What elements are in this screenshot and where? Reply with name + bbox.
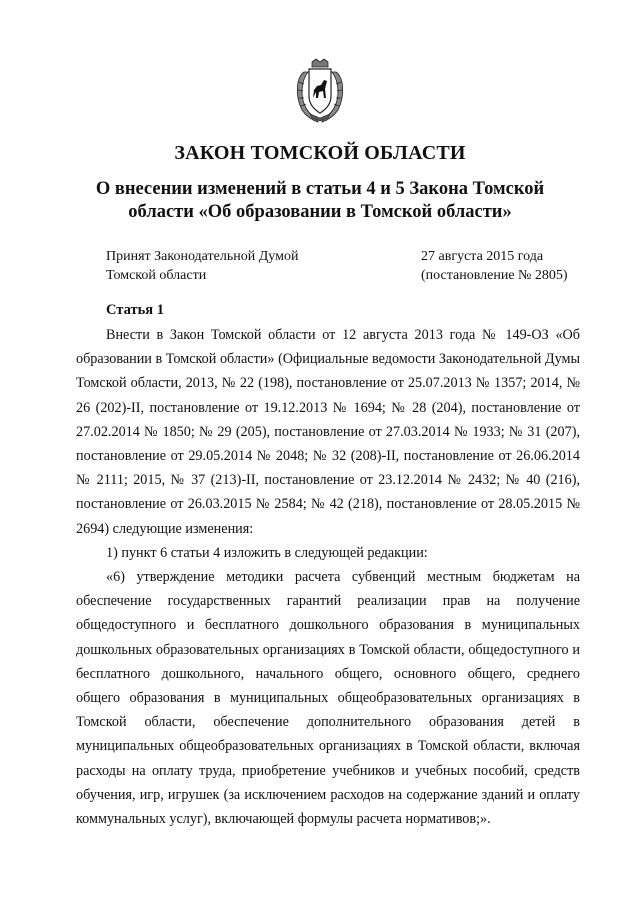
subtitle-line: области «Об образовании в Томской области» xyxy=(128,202,512,222)
amendment-text: «6) утверждение методики расчета субвенций местным бюджетам на обеспечение государственных гарантий реализации прав на получение общедоступного и бесплатного дошкольного образования в муниципальных дошкольных образовательных организациях в Томской области, общедоступного и бесплатного дошкольного, начального общего, основного общего, среднего общего образования в муниципальных общеобразовательных организациях в Томской области, обеспечение дополнительного образования детей в муниципальных общеобразовательных организациях в Томской области, включая расходы на оплату труда, приобретение учебников и учебных пособий, средств обучения, игр, игрушек (за исключением расходов на содержание зданий и оплату коммунальных услуг), включающей формулы расчета нормативов;». xyxy=(76,569,580,828)
adopted-by-line: Принят Законодательной Думой xyxy=(106,249,299,264)
paragraph-intro: Внести в Закон Томской области от 12 августа 2013 года № 149-ОЗ «Об образовании в Томской области» (Официальные ведомости Законодательной Думы Томской области, 2013, № 22 (198), постановление от 25.07.2013 № 1357; 2014, № 26 (202)-II, постановление от 19.12.2013 № 1694; № 28 (204), постановление от 27.02.2014 № 1850; № 29 (205), постановление от 27.03.2014 № 1933; № 31 (207), постановление от 29.05.2014 № 2048; № 32 (208)-II, постановление от 26.06.2014 № 2111; 2015, № 37 (213)-II, постановление от 23.12.2014 № 2432; № 40 (216), постановление от 26.03.2015 № 2584; № 42 (218), постановление от 28.05.2015 № 2694) следующие изменения: xyxy=(76,327,580,537)
adoption-date-block xyxy=(421,247,568,285)
subtitle-line: О внесении изменений в статьи 4 и 5 Закона Томской xyxy=(95,179,545,199)
tomsk-oblast-coat-of-arms-icon xyxy=(292,58,348,124)
amendment-item: 1) пункт 6 статьи 4 изложить в следующей редакции: xyxy=(106,545,428,561)
law-title: ЗАКОН ТОМСКОЙ ОБЛАСТИ xyxy=(174,142,466,164)
law-subtitle xyxy=(80,178,560,224)
adopted-by-line: Томской области xyxy=(106,268,207,283)
article-heading: Статья 1 xyxy=(106,302,164,318)
adoption-date: 27 августа 2015 года xyxy=(421,249,544,264)
resolution-number: (постановление № 2805) xyxy=(421,268,568,283)
adopted-by-block xyxy=(106,247,298,285)
